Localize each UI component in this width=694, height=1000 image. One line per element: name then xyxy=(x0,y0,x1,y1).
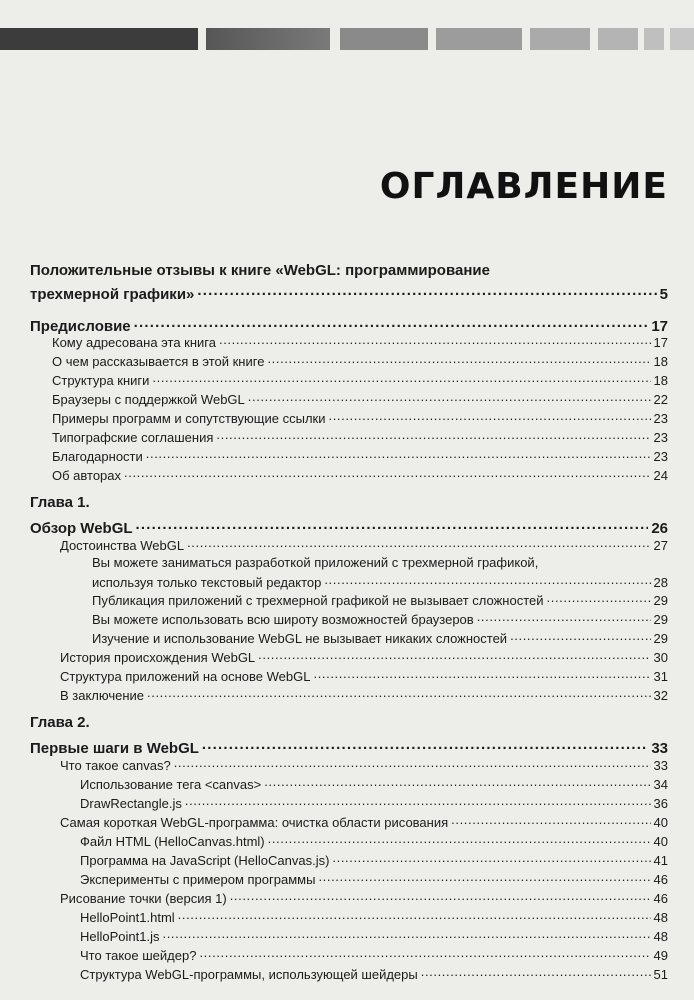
toc-entry[interactable] xyxy=(92,610,668,627)
toc-entry[interactable] xyxy=(52,333,668,350)
dot-leader xyxy=(510,629,650,643)
dot-leader xyxy=(332,851,650,865)
toc-page-number: 32 xyxy=(653,688,668,704)
dot-leader xyxy=(219,333,651,347)
toc-page-number: 36 xyxy=(653,796,668,812)
toc-entry-title: трехмерной графики» xyxy=(30,285,195,303)
toc-entry-reviews-line1[interactable]: Положительные отзывы к книге «WebGL: программирование xyxy=(30,262,490,279)
toc-entry[interactable] xyxy=(52,352,668,369)
toc-entry-title: Благодарности xyxy=(52,449,143,465)
toc-page-number: 40 xyxy=(653,834,668,850)
dot-leader xyxy=(185,794,651,808)
toc-page-number: 29 xyxy=(653,612,668,628)
toc-entry[interactable] xyxy=(52,466,668,483)
toc-entry-title: Предисловие xyxy=(30,317,131,335)
toc-entry-title: Структура книги xyxy=(52,373,150,389)
toc-page-number: 17 xyxy=(653,335,668,351)
toc-entry[interactable] xyxy=(60,536,668,553)
toc-entry-chapter-2[interactable] xyxy=(30,736,668,757)
toc-entry[interactable] xyxy=(60,667,668,684)
dot-leader xyxy=(328,409,650,423)
toc-entry-title: Вы можете использовать всю широту возможностей браузеров xyxy=(92,612,474,628)
dot-leader xyxy=(421,965,651,979)
toc-entry-title: DrawRectangle.js xyxy=(80,796,182,812)
toc-entry-title: Структура приложений на основе WebGL xyxy=(60,669,311,685)
dot-leader xyxy=(197,282,656,299)
dot-leader xyxy=(230,889,651,903)
toc-entry-title: HelloPoint1.js xyxy=(80,929,160,945)
toc-entry[interactable] xyxy=(52,390,668,407)
toc-page-number: 18 xyxy=(653,373,668,389)
toc-entry-title: Обзор WebGL xyxy=(30,519,133,537)
toc-entry-title: Первые шаги в WebGL xyxy=(30,739,199,757)
dot-leader xyxy=(199,946,650,960)
toc-entry-title: История происхождения WebGL xyxy=(60,650,256,666)
toc-entry-title: Кому адресована эта книга xyxy=(52,335,216,351)
toc-page-number: 51 xyxy=(653,967,668,983)
toc-page-number: 31 xyxy=(653,669,668,685)
dot-leader xyxy=(267,352,650,366)
toc-page-number: 41 xyxy=(653,853,668,869)
toc-page-number: 40 xyxy=(653,815,668,831)
dot-leader xyxy=(178,908,651,922)
toc-page-number: 26 xyxy=(651,519,668,537)
page-title: ОГЛАВЛЕНИЕ xyxy=(379,166,668,207)
toc-entry-title: В заключение xyxy=(60,688,145,704)
toc-entry-title: Браузеры с поддержкой WebGL xyxy=(52,392,245,408)
toc-entry-title: Структура WebGL-программы, использующей шейдеры xyxy=(80,967,418,983)
toc-page-number: 34 xyxy=(653,777,668,793)
toc-page-number: 48 xyxy=(653,910,668,926)
toc-entry-title: Файл HTML (HelloCanvas.html) xyxy=(80,834,265,850)
dot-leader xyxy=(451,813,650,827)
toc-entry[interactable] xyxy=(80,946,668,963)
chapter-1-label: Глава 1. xyxy=(30,494,90,511)
toc-entry[interactable] xyxy=(80,832,668,849)
dot-leader xyxy=(147,686,651,700)
toc-page-number: 30 xyxy=(653,650,668,666)
dot-leader xyxy=(124,466,651,480)
toc-entry[interactable] xyxy=(52,371,668,388)
toc-entry-title: Изучение и использование WebGL не вызывает никаких сложностей xyxy=(92,631,508,647)
toc-entry[interactable] xyxy=(60,889,668,906)
toc-page-number: 33 xyxy=(651,739,668,757)
toc-entry[interactable] xyxy=(80,908,668,925)
dot-leader xyxy=(174,756,651,770)
dot-leader xyxy=(313,667,650,681)
toc-entry[interactable] xyxy=(80,851,668,868)
dot-leader xyxy=(146,447,651,461)
toc-page-number: 27 xyxy=(653,538,668,554)
toc-page-number: 18 xyxy=(653,354,668,370)
toc-entry-title: Программа на JavaScript (HelloCanvas.js) xyxy=(80,853,330,869)
toc-entry-title: Что такое шейдер? xyxy=(80,948,197,964)
toc-entry[interactable] xyxy=(60,686,668,703)
toc-entry-title: Рисование точки (версия 1) xyxy=(60,891,227,907)
toc-entry-title: Использование тега <canvas> xyxy=(80,777,262,793)
toc-entry[interactable] xyxy=(92,629,668,646)
dot-leader xyxy=(324,573,650,587)
dot-leader xyxy=(477,610,651,624)
toc-page-number: 29 xyxy=(653,593,668,609)
toc-entry-title: Примеры программ и сопутствующие ссылки xyxy=(52,411,326,427)
toc-entry[interactable] xyxy=(52,428,668,445)
toc-page-number: 23 xyxy=(653,449,668,465)
dot-leader xyxy=(136,516,649,533)
toc-entry[interactable] xyxy=(80,965,668,982)
toc-entry[interactable] xyxy=(80,794,668,811)
toc-page-number: 17 xyxy=(651,317,668,335)
dot-leader xyxy=(264,775,650,789)
toc-entry[interactable] xyxy=(92,591,668,608)
toc-entry-title: Достоинства WebGL xyxy=(60,538,185,554)
toc-entry[interactable] xyxy=(80,870,668,887)
toc-entry[interactable] xyxy=(80,775,668,792)
dot-leader xyxy=(216,428,650,442)
toc-entry-title: Эксперименты с примером программы xyxy=(80,872,316,888)
toc-entry[interactable] xyxy=(60,813,668,830)
toc-entry[interactable] xyxy=(80,927,668,944)
toc-entry[interactable] xyxy=(60,648,668,665)
dot-leader xyxy=(202,736,648,753)
toc-page-number: 24 xyxy=(653,468,668,484)
dot-leader xyxy=(258,648,650,662)
toc-entry-title: Публикация приложений с трехмерной графикой не вызывает сложностей xyxy=(92,593,544,609)
toc-entry[interactable] xyxy=(92,573,668,590)
toc-entry[interactable] xyxy=(52,447,668,464)
toc-entry-title: Самая короткая WebGL-программа: очистка области рисования xyxy=(60,815,449,831)
dot-leader xyxy=(248,390,651,404)
toc-page-number: 46 xyxy=(653,872,668,888)
toc-page-number: 28 xyxy=(653,575,668,591)
toc-entry[interactable] xyxy=(52,409,668,426)
dot-leader xyxy=(163,927,651,941)
toc-page-number: 5 xyxy=(659,285,668,303)
toc-page-number: 29 xyxy=(653,631,668,647)
toc-entry-line1[interactable]: Вы можете заниматься разработкой приложений с трехмерной графикой, xyxy=(92,555,539,570)
toc-page-number: 49 xyxy=(653,948,668,964)
chapter-2-label: Глава 2. xyxy=(30,714,90,731)
dot-leader xyxy=(152,371,650,385)
toc-entry-title: О чем рассказывается в этой книге xyxy=(52,354,265,370)
toc-entry-title: используя только текстовый редактор xyxy=(92,575,322,591)
toc-entry-title: Что такое canvas? xyxy=(60,758,171,774)
dot-leader xyxy=(134,314,649,331)
dot-leader xyxy=(187,536,650,550)
toc-entry-title: Типографские соглашения xyxy=(52,430,214,446)
toc-entry[interactable] xyxy=(60,756,668,773)
dot-leader xyxy=(318,870,650,884)
toc-entry-reviews[interactable] xyxy=(30,282,668,303)
toc-entry-chapter-1[interactable] xyxy=(30,516,668,537)
toc-page-number: 33 xyxy=(653,758,668,774)
toc-entry-title: Об авторах xyxy=(52,468,122,484)
toc-page-number: 23 xyxy=(653,411,668,427)
toc-page-number: 22 xyxy=(653,392,668,408)
toc-page-number: 48 xyxy=(653,929,668,945)
toc-entry-preface[interactable] xyxy=(30,314,668,335)
dot-leader xyxy=(268,832,651,846)
toc-entry-title: HelloPoint1.html xyxy=(80,910,175,926)
dot-leader xyxy=(547,591,651,605)
toc-page-number: 23 xyxy=(653,430,668,446)
toc-page-number: 46 xyxy=(653,891,668,907)
